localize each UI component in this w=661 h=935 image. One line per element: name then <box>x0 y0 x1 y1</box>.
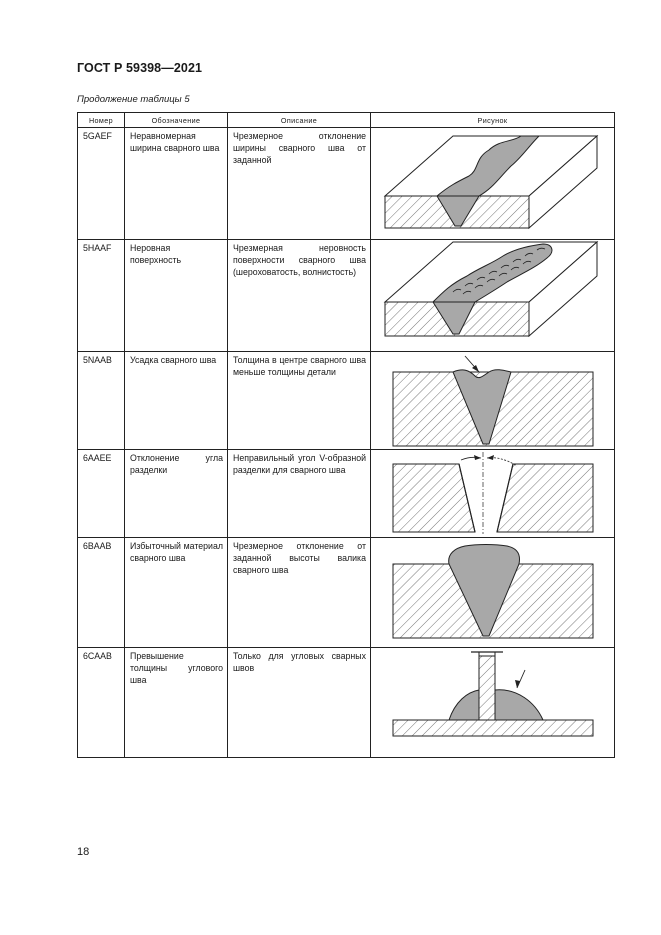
weld-shrinkage-illustration <box>371 352 615 448</box>
table-header-row <box>78 113 615 128</box>
row-number: 6AAEE <box>78 450 125 538</box>
row-figure <box>371 128 615 240</box>
row-number: 6BAAB <box>78 538 125 648</box>
table-caption: Продолжение таблицы 5 <box>77 94 190 105</box>
row-number: 6CAAB <box>78 648 125 758</box>
row-number: 5GAEF <box>78 128 125 240</box>
row-description: Только для угловых сварных швов <box>228 648 371 758</box>
fillet-weld-excess-illustration <box>371 648 615 756</box>
row-description: Толщина в центре сварного шва меньше толщины детали <box>228 352 371 450</box>
column-header-designation: Обозначение <box>125 113 228 128</box>
table-row <box>78 240 615 352</box>
table-row <box>78 352 615 450</box>
groove-angle-deviation-illustration <box>371 450 615 536</box>
row-figure <box>371 240 615 352</box>
excess-weld-metal-illustration <box>371 538 615 646</box>
row-designation: Избыточный материал сварного шва <box>125 538 228 648</box>
row-figure <box>371 538 615 648</box>
column-header-description: Описание <box>228 113 371 128</box>
row-description: Неправильный угол V-образной разделки для сварного шва <box>228 450 371 538</box>
row-designation: Неровная поверхность <box>125 240 228 352</box>
row-description: Чрезмерная неровность поверхности сварного шва (шероховатость, волнистость) <box>228 240 371 352</box>
row-number: 5NAAB <box>78 352 125 450</box>
table-row <box>78 450 615 538</box>
table-row <box>78 128 615 240</box>
uneven-weld-width-illustration <box>371 128 615 238</box>
row-number: 5HAAF <box>78 240 125 352</box>
row-designation: Неравномерная ширина сварного шва <box>125 128 228 240</box>
defects-table <box>77 112 615 758</box>
row-designation: Отклонение угла разделки <box>125 450 228 538</box>
column-header-figure: Рисунок <box>371 113 615 128</box>
column-header-number: Номер <box>78 113 125 128</box>
page-number: 18 <box>77 846 90 858</box>
row-figure <box>371 352 615 450</box>
row-figure <box>371 648 615 758</box>
row-description: Чрезмерное отклонение от заданной высоты валика сварного шва <box>228 538 371 648</box>
row-figure <box>371 450 615 538</box>
table-row <box>78 538 615 648</box>
row-designation: Усадка сварного шва <box>125 352 228 450</box>
irregular-surface-illustration <box>371 240 615 350</box>
row-designation: Превышение толщины углового шва <box>125 648 228 758</box>
document-header: ГОСТ Р 59398—2021 <box>77 61 203 75</box>
row-description: Чрезмерное отклонение ширины сварного шва от заданной <box>228 128 371 240</box>
table-row <box>78 648 615 758</box>
